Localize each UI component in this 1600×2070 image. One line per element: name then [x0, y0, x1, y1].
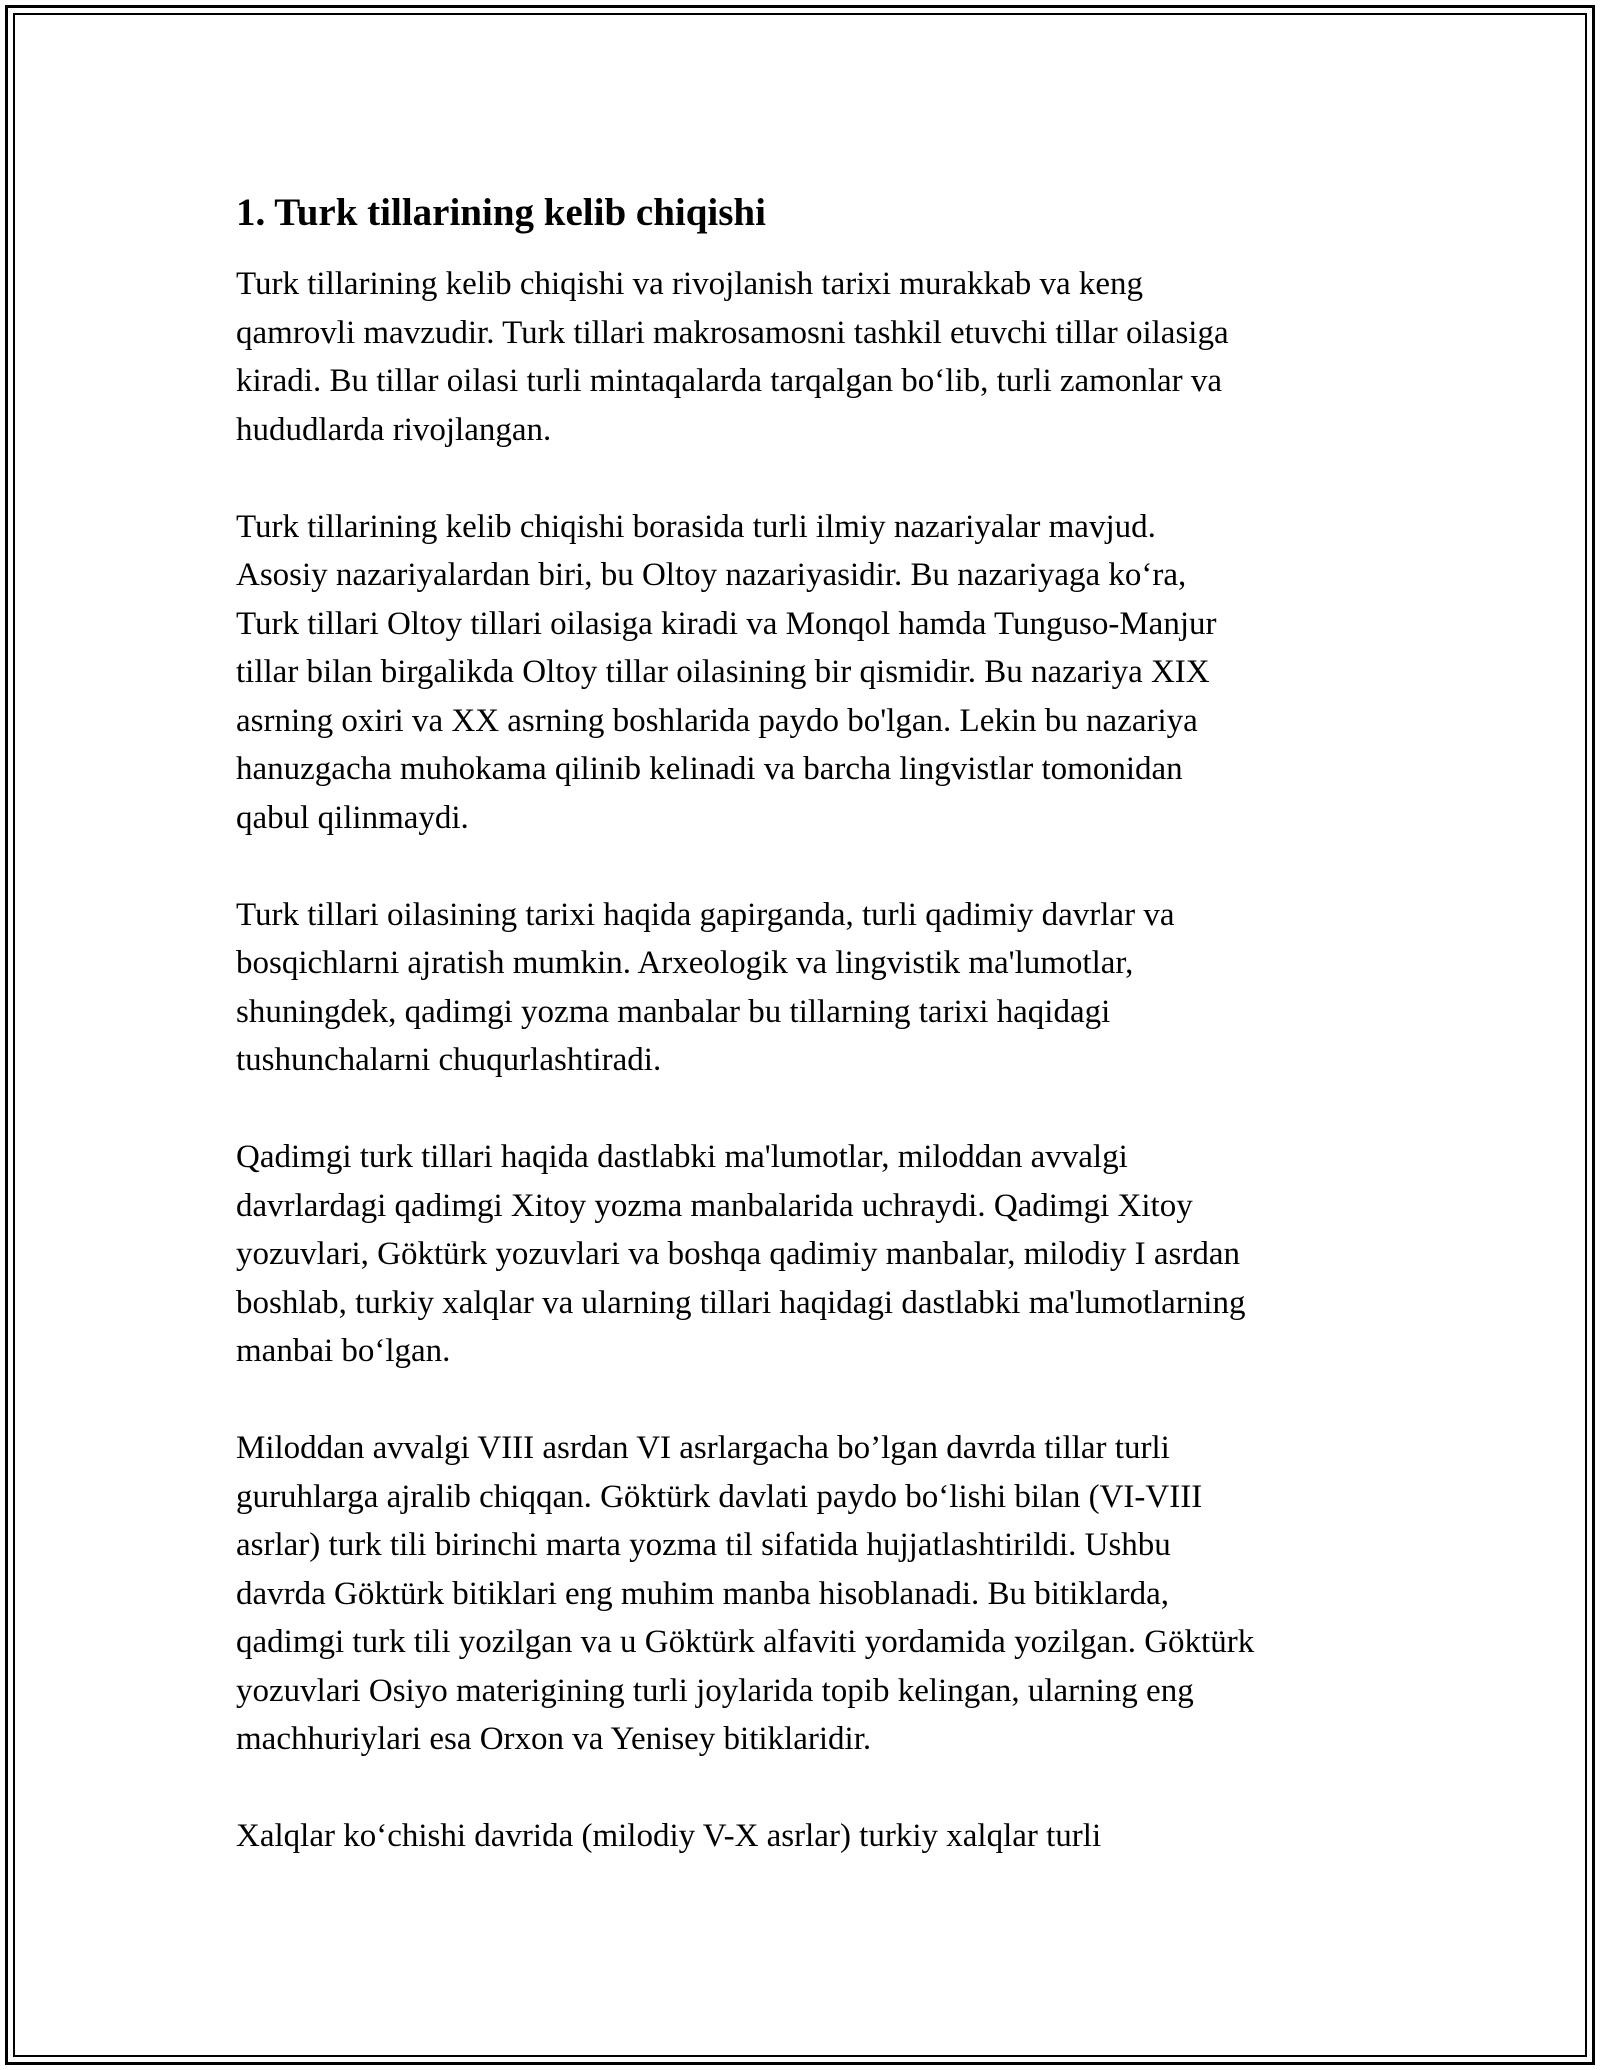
- text-line: tillar bilan birgalikda Oltoy tillar oilasining bir qismidir. Bu nazariya XIX: [236, 654, 1210, 690]
- text-line: kiradi. Bu tillar oilasi turli mintaqalarda tarqalgan bo‘lib, turli zamonlar va: [236, 363, 1223, 399]
- text-line: hududlarda rivojlangan.: [236, 411, 552, 448]
- text-line: qabul qilinmaydi.: [236, 799, 469, 836]
- text-line: guruhlarga ajralib chiqqan. Göktürk davlati paydo bo‘lishi bilan (VI-VIII: [236, 1478, 1203, 1515]
- text-line: boshlab, turkiy xalqlar va ularning tillari haqidagi dastlabki ma'lumotlarning: [236, 1284, 1246, 1321]
- text-line: hanuzgacha muhokama qilinib kelinadi va barcha lingvistlar tomonidan: [236, 751, 1183, 787]
- text-line: qadimgi turk tili yozilgan va u Göktürk alfaviti yordamida yozilgan. Göktürk: [236, 1624, 1255, 1660]
- text-line: Turk tillari oilasining tarixi haqida gapirganda, turli qadimiy davrlar va: [236, 896, 1175, 933]
- paragraph-5: [236, 1424, 1396, 1764]
- text-line: machhuriylari esa Orxon va Yenisey bitiklaridir.: [236, 1721, 872, 1757]
- text-line: Turk tillarining kelib chiqishi borasida turli ilmiy nazariyalar mavjud.: [236, 508, 1156, 545]
- text-line: shuningdek, qadimgi yozma manbalar bu tillarning tarixi haqidagi: [236, 993, 1111, 1030]
- text-line: Miloddan avvalgi VIII asrdan VI asrlargacha bo’lgan davrda tillar turli: [236, 1430, 1170, 1466]
- text-line: Turk tillari Oltoy tillari oilasiga kiradi va Monqol hamda Tunguso-Manjur: [236, 605, 1217, 642]
- text-line: yozuvlari Osiyo materigining turli joylarida topib kelingan, ularning eng: [236, 1672, 1194, 1709]
- text-line: qamrovli mavzudir. Turk tillari makrosamosni tashkil etuvchi tillar oilasiga: [236, 314, 1229, 351]
- text-line: asrning oxiri va XX asrning boshlarida paydo bo'lgan. Lekin bu nazariya: [236, 702, 1198, 739]
- paragraph-6: [236, 1812, 1396, 1861]
- text-line: davrda Göktürk bitiklari eng muhim manba hisoblanadi. Bu bitiklarda,: [236, 1575, 1169, 1612]
- text-line: Xalqlar ko‘chishi davrida (milodiy V-X asrlar) turkiy xalqlar turli: [236, 1818, 1102, 1854]
- text-line: davrlardagi qadimgi Xitoy yozma manbalarida uchraydi. Qadimgi Xitoy: [236, 1187, 1193, 1224]
- text-line: Qadimgi turk tillari haqida dastlabki ma'lumotlar, miloddan avvalgi: [236, 1139, 1128, 1175]
- document-body: [236, 186, 1396, 1909]
- text-line: yozuvlari, Göktürk yozuvlari va boshqa qadimiy manbalar, milodiy I asrdan: [236, 1236, 1241, 1272]
- text-line: Asosiy nazariyalardan biri, bu Oltoy nazariyasidir. Bu nazariyaga ko‘ra,: [236, 557, 1187, 593]
- paragraph-3: [236, 891, 1396, 1085]
- section-heading: 1. Turk tillarining kelib chiqishi: [236, 191, 766, 234]
- text-line: Turk tillarining kelib chiqishi va rivojlanish tarixi murakkab va keng: [236, 266, 1144, 302]
- text-line: manbai bo‘lgan.: [236, 1333, 451, 1369]
- paragraph-1: [236, 260, 1396, 454]
- text-line: tushunchalarni chuqurlashtiradi.: [236, 1042, 662, 1078]
- text-line: asrlar) turk tili birinchi marta yozma til sifatida hujjatlashtirildi. Ushbu: [236, 1527, 1171, 1563]
- text-line: bosqichlarni ajratish mumkin. Arxeologik va lingvistik ma'lumotlar,: [236, 945, 1134, 981]
- paragraph-4: [236, 1133, 1396, 1376]
- paragraph-2: [236, 503, 1396, 843]
